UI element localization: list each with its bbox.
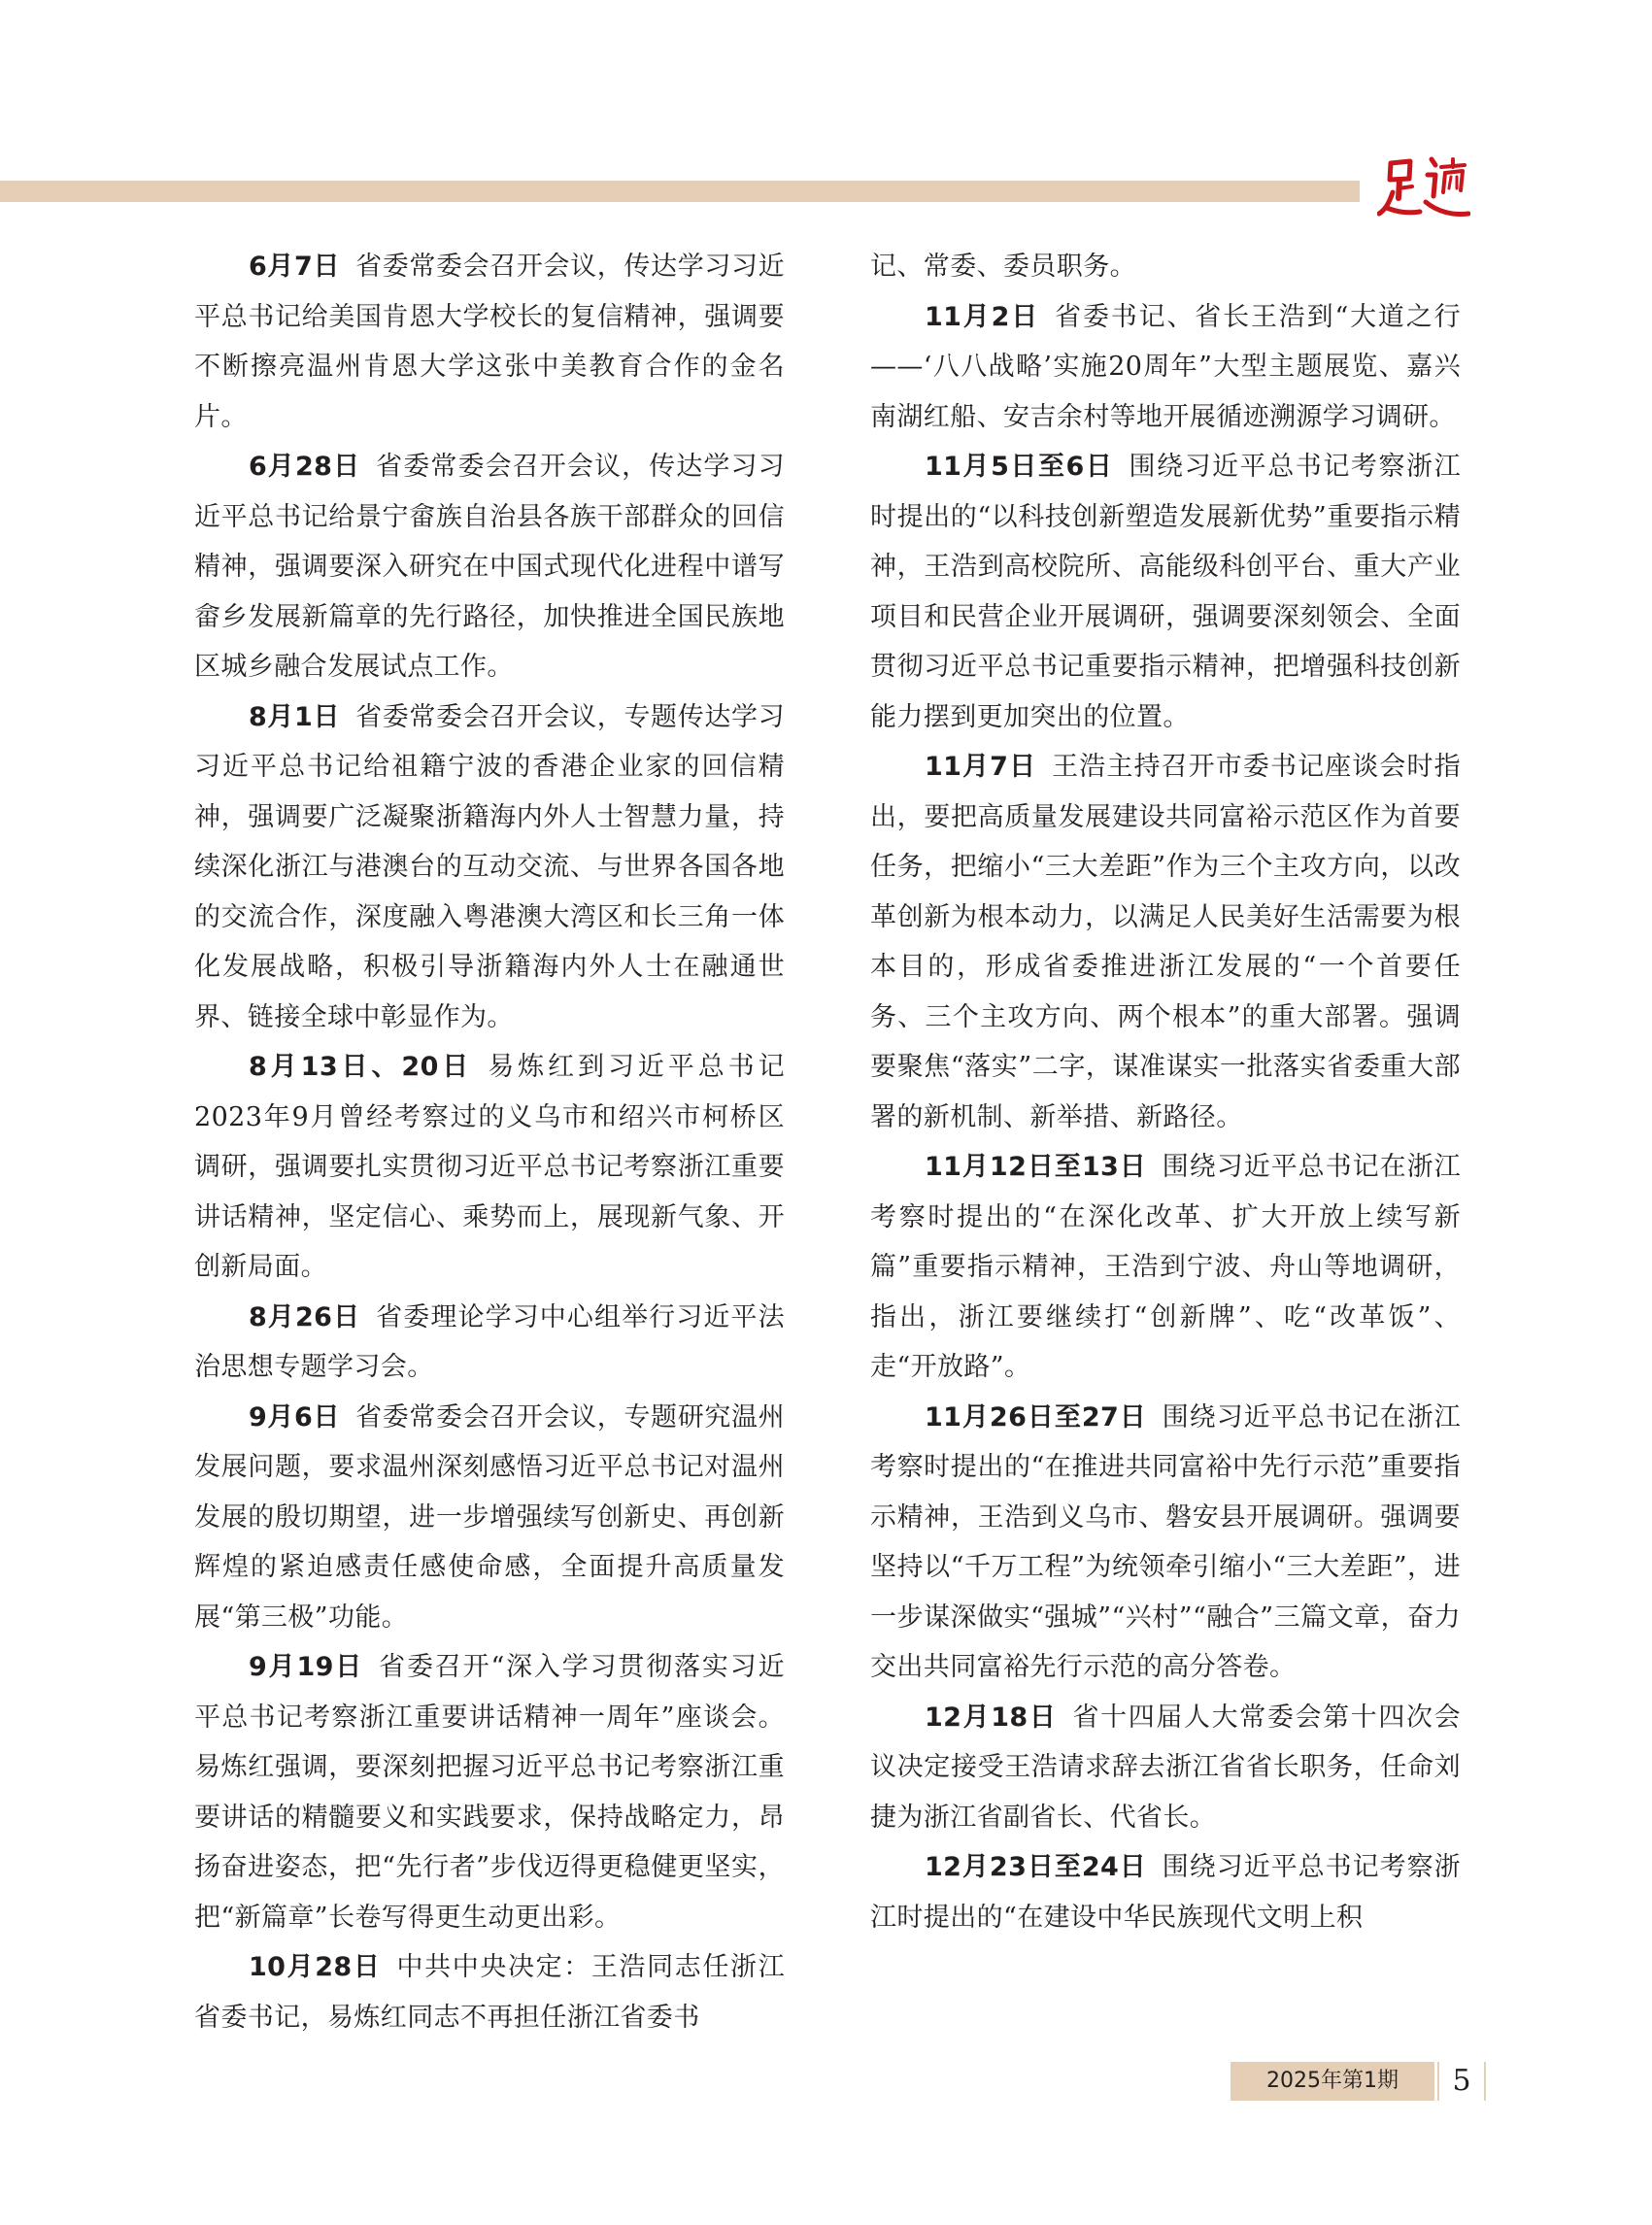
chronicle-entry	[194, 242, 785, 442]
entry-text: 围绕习近平总书记考察浙江时提出的“以科技创新塑造发展新优势”重要指示精神，王浩到高校院所、高能级科创平台、重大产业项目和民营企业开展调研，强调要深刻领会、全面贯彻习近平总书记重要指示精神，把增强科技创新能力摆到更加突出的位置。	[870, 452, 1461, 732]
entry-date: 9月19日	[249, 1652, 364, 1682]
entry-text: 围绕习近平总书记考察浙江时提出的“在建设中华民族现代文明上积	[870, 1852, 1461, 1933]
left-column	[194, 242, 785, 2042]
chronicle-entry	[870, 442, 1461, 742]
entry-date: 12月23日至24日	[925, 1852, 1147, 1882]
logo-zuji	[1377, 153, 1470, 225]
entry-date: 12月18日	[925, 1702, 1058, 1733]
entry-date: 10月28日	[249, 1952, 382, 1982]
entry-text: 王浩主持召开市委书记座谈会时指出，要把高质量发展建设共同富裕示范区作为首要任务，把缩小“三大差距”作为三个主攻方向，以改革创新为根本动力，以满足人民美好生活需要为根本目的，形成省委推进浙江发展的“一个首要任务、三个主攻方向、两个根本”的重大部署。强调要聚焦“落实”二字，谋准谋实一批落实省委重大部署的新机制、新举措、新路径。	[870, 752, 1461, 1132]
chronicle-entry	[194, 1642, 785, 1942]
chronicle-entry-continued	[870, 242, 1461, 292]
entry-text: 省委常委会召开会议，专题传达学习习近平总书记给祖籍宁波的香港企业家的回信精神，强调要广泛凝聚浙籍海内外人士智慧力量，持续深化浙江与港澳台的互动交流、与世界各国各地的交流合作，深度融入粤港澳大湾区和长三角一体化发展战略，积极引导浙籍海内外人士在融通世界、链接全球中彰显作为。	[194, 701, 785, 1032]
entry-date: 8月26日	[249, 1301, 361, 1332]
chronicle-entry	[194, 1942, 785, 2042]
chronicle-entry	[870, 1693, 1461, 1843]
page-number: 5	[1437, 2062, 1486, 2101]
chronicle-entry	[194, 692, 785, 1043]
entry-date: 6月28日	[249, 452, 361, 482]
chronicle-entry	[870, 1842, 1461, 1942]
entry-text: 省委常委会召开会议，传达学习习近平总书记给景宁畲族自治县各族干部群众的回信精神，强调要深入研究在中国式现代化进程中谱写畲乡发展新篇章的先行路径，加快推进全国民族地区城乡融合发展试点工作。	[194, 452, 785, 682]
entry-text: 记、常委、委员职务。	[870, 252, 1136, 282]
chronicle-entry	[194, 1293, 785, 1393]
chronicle-entry	[194, 1393, 785, 1643]
chronicle-entry	[870, 292, 1461, 443]
chronicle-entry	[870, 742, 1461, 1142]
entry-text: 易炼红到习近平总书记2023年9月曾经考察过的义乌市和绍兴市柯桥区调研，强调要扎实贯彻习近平总书记考察浙江重要讲话精神，坚定信心、乘势而上，展现新气象、开创新局面。	[194, 1052, 785, 1282]
issue-label: 2025年第1期	[1231, 2062, 1434, 2101]
entry-date: 8月1日	[249, 701, 341, 732]
entry-text: 省委书记、省长王浩到“大道之行——‘八八战略’实施20周年”大型主题展览、嘉兴南湖红船、安吉余村等地开展循迹溯源学习调研。	[870, 301, 1461, 432]
entry-date: 6月7日	[249, 252, 341, 282]
entry-date: 9月6日	[249, 1401, 341, 1433]
header-band	[0, 181, 1360, 202]
entry-text: 围绕习近平总书记在浙江考察时提出的“在推进共同富裕中先行示范”重要指示精神，王浩到义乌市、磐安县开展调研。强调要坚持以“千万工程”为统领牵引缩小“三大差距”，进一步谋深做实“强城”“兴村”“融合”三篇文章，奋力交出共同富裕先行示范的高分答卷。	[870, 1401, 1461, 1682]
entry-text: 省十四届人大常委会第十四次会议决定接受王浩请求辞去浙江省省长职务，任命刘捷为浙江省副省长、代省长。	[870, 1702, 1461, 1833]
entry-date: 11月26日至27日	[925, 1401, 1147, 1433]
right-column	[870, 242, 1461, 1942]
chronicle-entry	[870, 1393, 1461, 1693]
entry-text: 省委理论学习中心组举行习近平法治思想专题学习会。	[194, 1301, 785, 1382]
entry-text: 省委常委会召开会议，专题研究温州发展问题，要求温州深刻感悟习近平总书记对温州发展的殷切期望，进一步增强续写创新史、再创新辉煌的紧迫感责任感使命感，全面提升高质量发展“第三极”功能。	[194, 1401, 785, 1633]
chronicle-entry	[870, 1142, 1461, 1393]
entry-text: 中共中央决定：王浩同志任浙江省委书记，易炼红同志不再担任浙江省委书	[194, 1952, 785, 2033]
entry-text: 围绕习近平总书记在浙江考察时提出的“在深化改革、扩大开放上续写新篇”重要指示精神，王浩到宁波、舟山等地调研，指出，浙江要继续打“创新牌”、吃“改革饭”、走“开放路”。	[870, 1152, 1461, 1382]
entry-date: 8月13日、20日	[249, 1052, 473, 1082]
entry-text: 省委召开“深入学习贯彻落实习近平总书记考察浙江重要讲话精神一周年”座谈会。易炼红强调，要深刻把握习近平总书记考察浙江重要讲话的精髓要义和实践要求，保持战略定力，昂扬奋进姿态，把“先行者”步伐迈得更稳健更坚实，把“新篇章”长卷写得更生动更出彩。	[194, 1652, 785, 1933]
chronicle-entry	[194, 1042, 785, 1293]
entry-date: 11月7日	[925, 752, 1037, 782]
entry-text: 省委常委会召开会议，传达学习习近平总书记给美国肯恩大学校长的复信精神，强调要不断擦亮温州肯恩大学这张中美教育合作的金名片。	[194, 252, 785, 432]
entry-date: 11月12日至13日	[925, 1152, 1147, 1182]
chronicle-entry	[194, 442, 785, 692]
entry-date: 11月5日至6日	[925, 452, 1114, 482]
entry-date: 11月2日	[925, 301, 1040, 332]
